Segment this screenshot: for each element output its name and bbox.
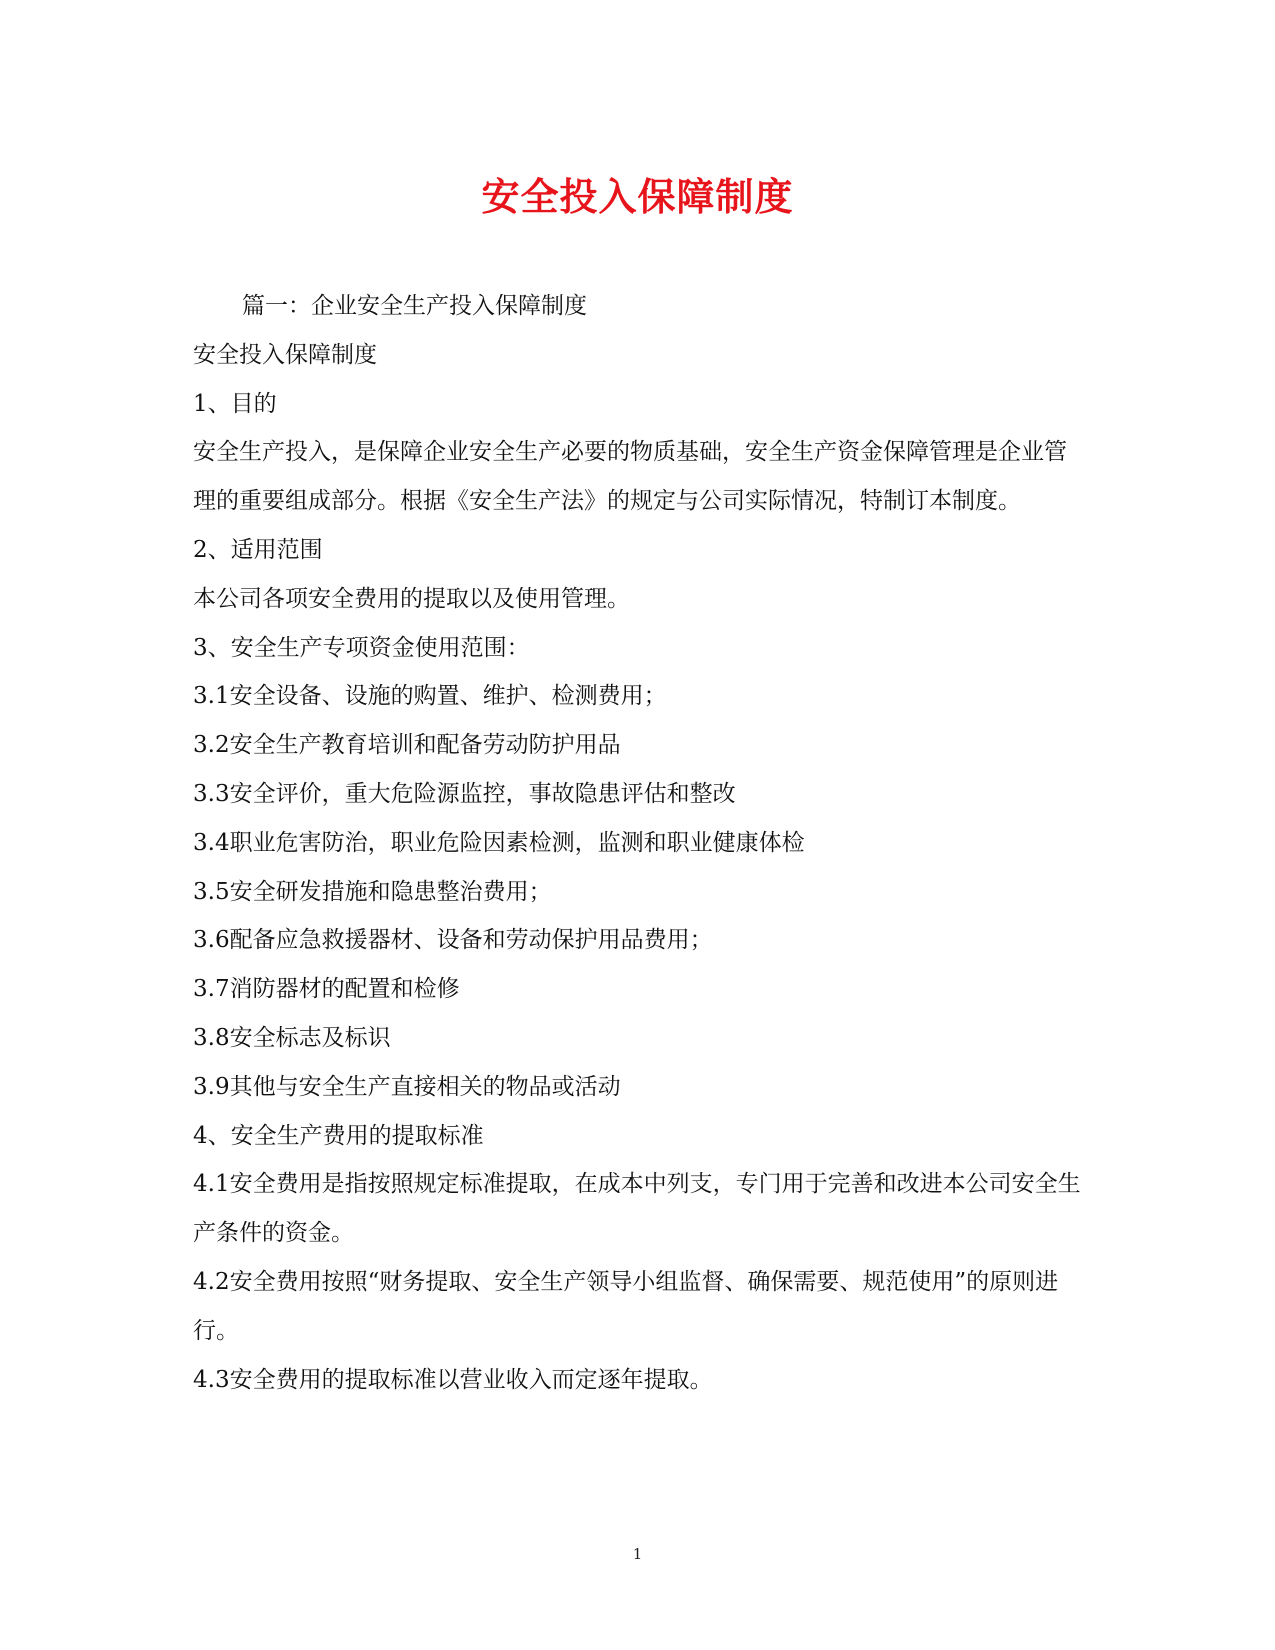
paragraph: 4.3安全费用的提取标准以营业收入而定逐年提取。 — [193, 1366, 713, 1393]
paragraph: 3.3安全评价，重大危险源监控，事故隐患评估和整改 — [193, 780, 736, 807]
paragraph: 3.5安全研发措施和隐患整治费用； — [193, 878, 552, 905]
paragraph: 4.2安全费用按照“财务提取、安全生产领导小组监督、确保需要、规范使用”的原则进行。 — [193, 1268, 1059, 1344]
document-body — [193, 282, 1083, 1404]
paragraph: 3.7消防器材的配置和检修 — [193, 976, 460, 1003]
section-heading: 篇一：企业安全生产投入保障制度 — [242, 293, 587, 319]
paragraph: 本公司各项安全费用的提取以及使用管理。 — [193, 585, 630, 612]
paragraph: 安全投入保障制度 — [193, 341, 377, 368]
paragraph: 1、目的 — [193, 390, 277, 417]
paragraph: 2、适用范围 — [193, 536, 323, 563]
paragraph: 3.1安全设备、设施的购置、维护、检测费用； — [193, 683, 667, 710]
page-number: 1 — [632, 1545, 643, 1563]
paragraph: 4.1安全费用是指按照规定标准提取，在成本中列支，专门用于完善和改进本公司安全生产条件的资金。 — [193, 1171, 1081, 1247]
paragraph: 安全生产投入，是保障企业安全生产必要的物质基础，安全生产资金保障管理是企业管理的重要组成部分。根据《安全生产法》的规定与公司实际情况，特制订本制度。 — [193, 439, 1067, 515]
document-title: 安全投入保障制度 — [481, 174, 794, 219]
paragraph: 3.4职业危害防治，职业危险因素检测，监测和职业健康体检 — [193, 829, 805, 856]
paragraph: 4、安全生产费用的提取标准 — [193, 1122, 484, 1149]
paragraph: 3.2安全生产教育培训和配备劳动防护用品 — [193, 732, 621, 759]
paragraph: 3.6配备应急救援器材、设备和劳动保护用品费用； — [193, 927, 713, 954]
paragraph: 3、安全生产专项资金使用范围： — [193, 634, 530, 661]
paragraph: 3.8安全标志及标识 — [193, 1024, 391, 1051]
paragraph: 3.9其他与安全生产直接相关的物品或活动 — [193, 1073, 621, 1100]
